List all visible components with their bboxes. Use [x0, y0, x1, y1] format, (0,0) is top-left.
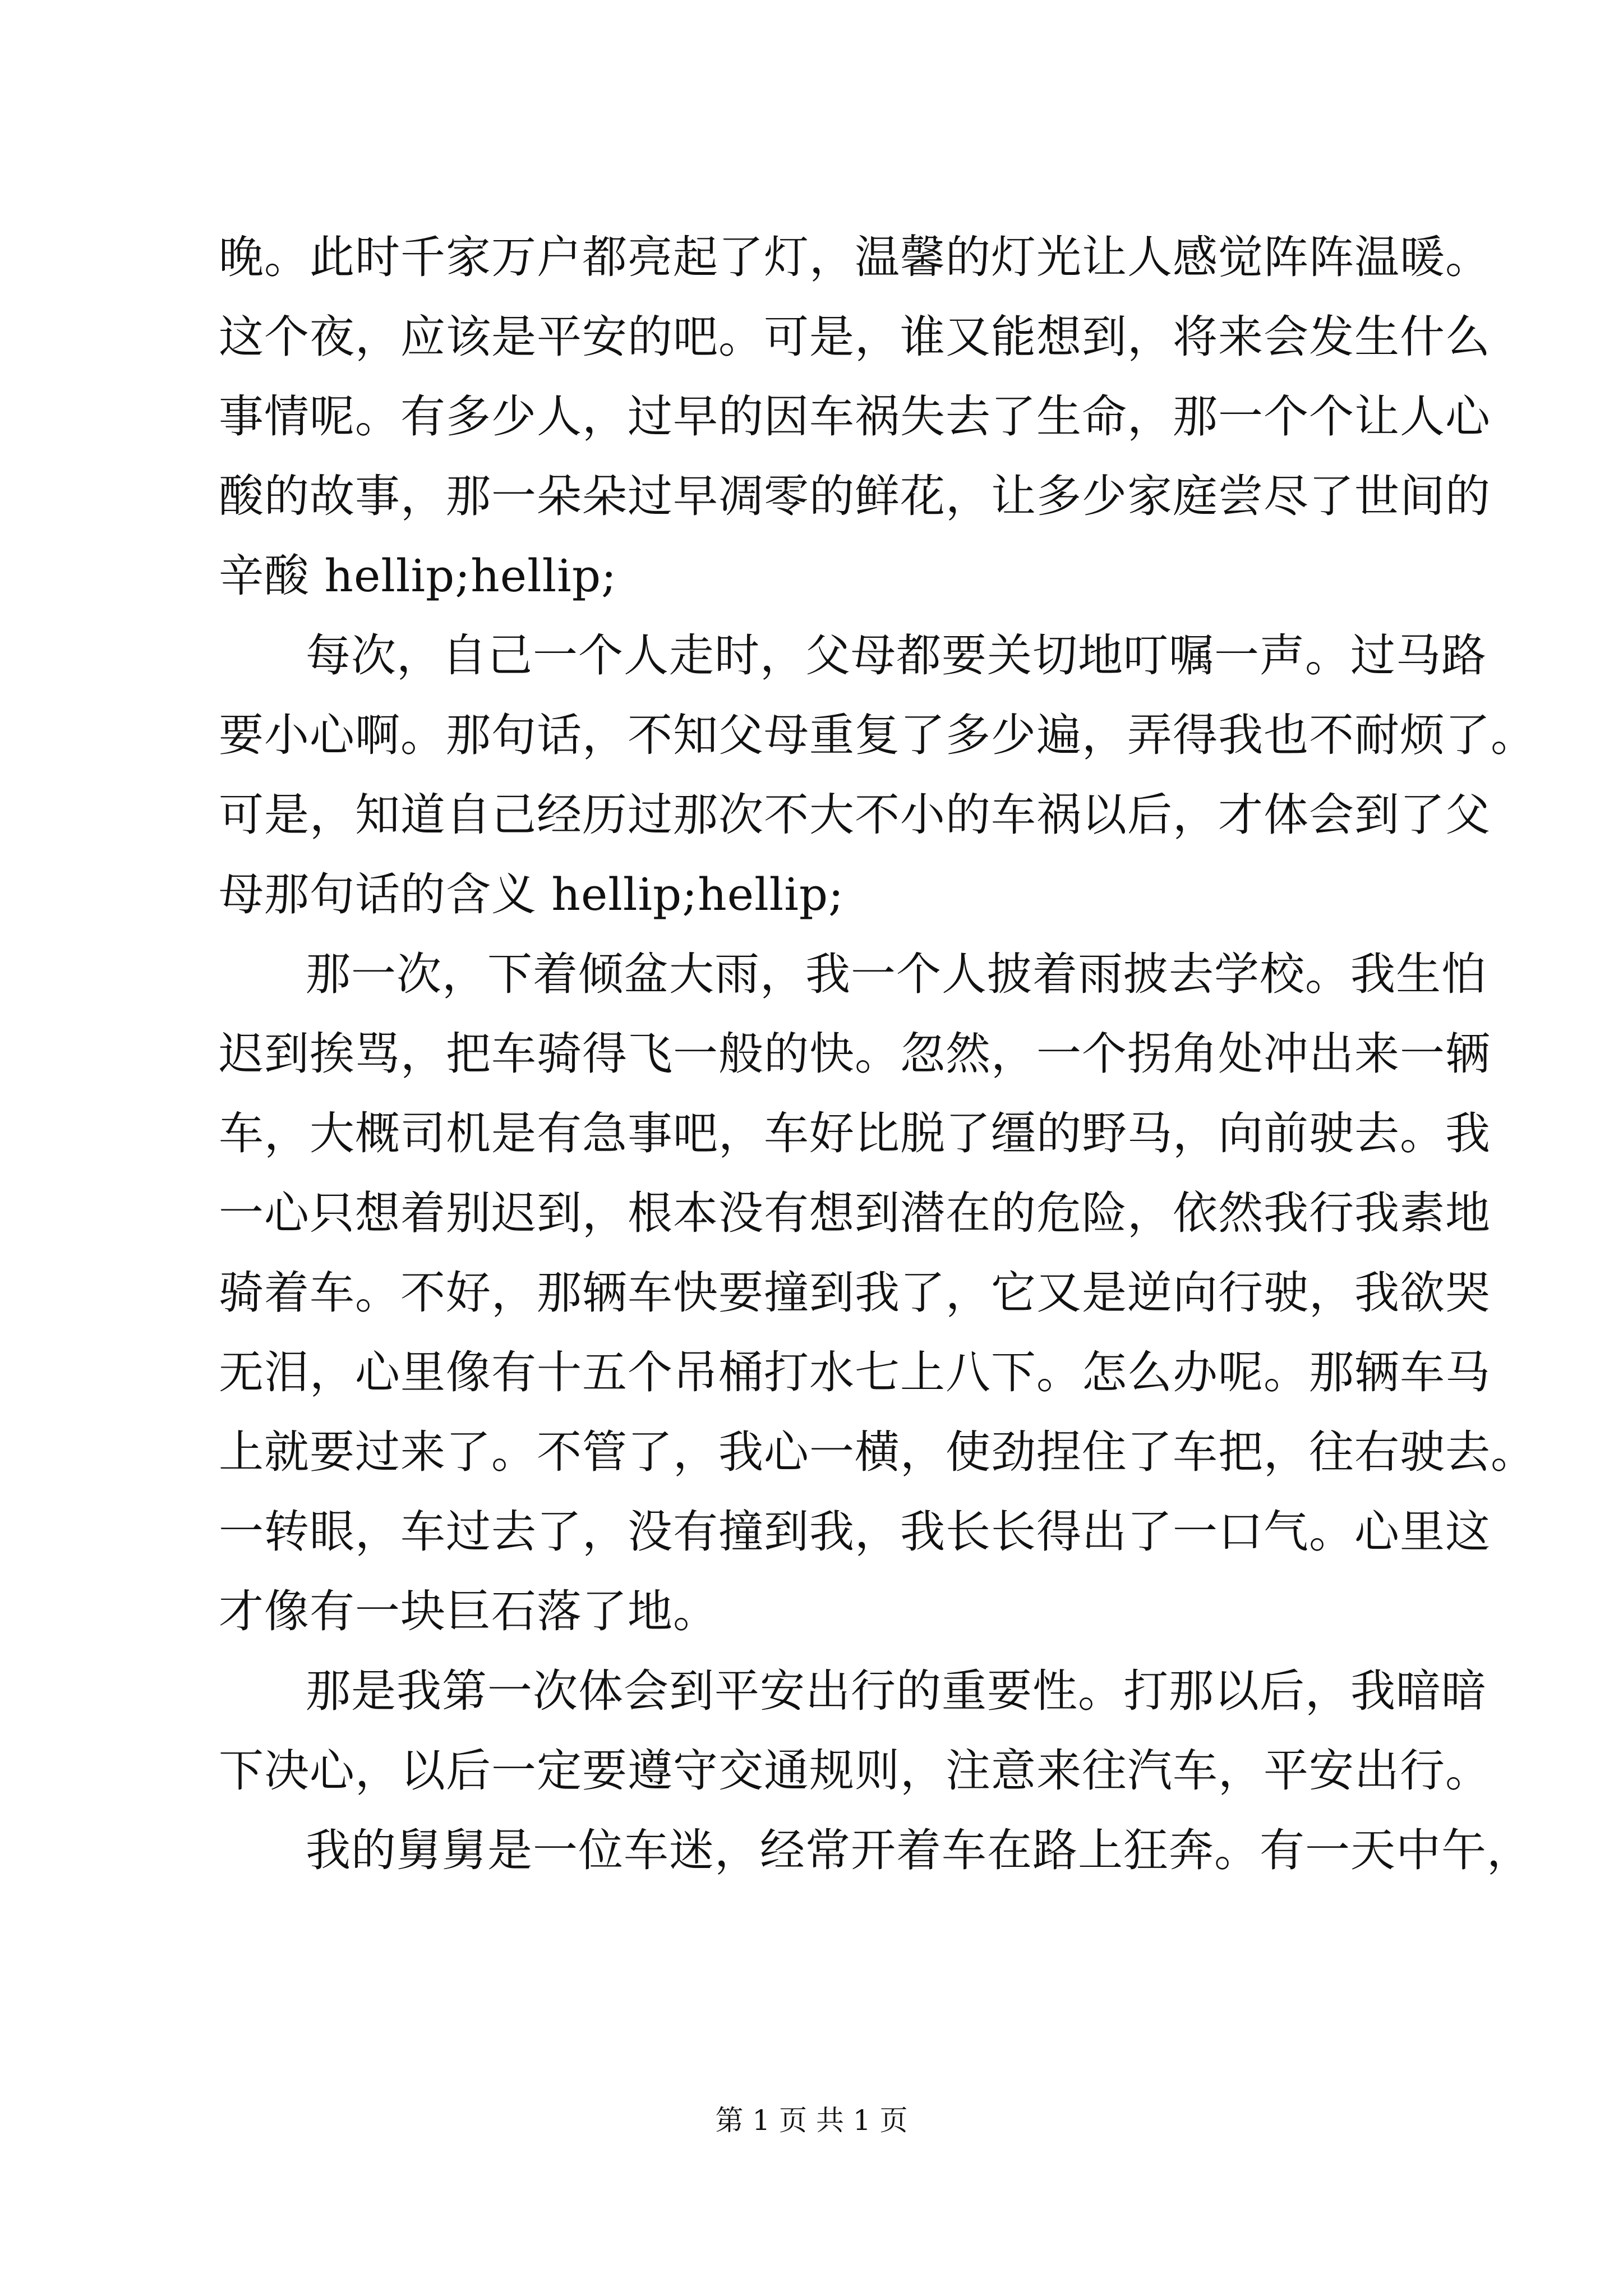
paragraph-5	[219, 1811, 1532, 1890]
text-line: 车，大概司机是有急事吧，车好比脱了缰的野马，向前驶去。我	[219, 1107, 1491, 1159]
text-line: 每次，自己一个人走时，父母都要关切地叮嘱一声。过马路	[306, 629, 1487, 682]
paragraph-3	[219, 935, 1536, 1651]
paragraph-4	[219, 1651, 1491, 1811]
text-line: 上就要过来了。不管了，我心一横，使劲捏住了车把，往右驶去。	[219, 1426, 1536, 1478]
text-line: 酸的故事，那一朵朵过早凋零的鲜花，让多少家庭尝尽了世间的	[219, 470, 1491, 522]
text-line: 骑着车。不好，那辆车快要撞到我了，它又是逆向行驶，我欲哭	[219, 1267, 1491, 1319]
document-body	[219, 218, 1536, 1890]
text-line: 那一次，下着倾盆大雨，我一个人披着雨披去学校。我生怕	[306, 948, 1487, 1000]
text-line: 那是我第一次体会到平安出行的重要性。打那以后，我暗暗	[306, 1665, 1487, 1717]
text-line: 母那句话的含义 hellip;hellip;	[219, 868, 845, 921]
text-line: 这个夜，应该是平安的吧。可是，谁又能想到，将来会发生什么	[219, 311, 1491, 363]
text-line: 迟到挨骂，把车骑得飞一般的快。忽然，一个拐角处冲出来一辆	[219, 1028, 1491, 1080]
text-line: 一心只想着别迟到，根本没有想到潜在的危险，依然我行我素地	[219, 1187, 1491, 1239]
paragraph-2	[219, 616, 1536, 935]
text-line: 才像有一块巨石落了地。	[219, 1585, 718, 1637]
text-line: 辛酸 hellip;hellip;	[219, 550, 617, 602]
page-footer: 第 1 页 共 1 页	[715, 2104, 908, 2137]
text-line: 要小心啊。那句话，不知父母重复了多少遍，弄得我也不耐烦了。	[219, 709, 1536, 761]
text-line: 可是，知道自己经历过那次不大不小的车祸以后，才体会到了父	[219, 789, 1491, 841]
text-line: 晚。此时千家万户都亮起了灯，温馨的灯光让人感觉阵阵温暖。	[219, 231, 1491, 283]
text-line: 事情呢。有多少人，过早的因车祸失去了生命，那一个个让人心	[219, 390, 1491, 443]
text-line: 一转眼，车过去了，没有撞到我，我长长得出了一口气。心里这	[219, 1506, 1491, 1558]
text-line: 下决心，以后一定要遵守交通规则，注意来往汽车，平安出行。	[219, 1745, 1491, 1797]
paragraph-1	[219, 218, 1491, 616]
text-line: 我的舅舅是一位车迷，经常开着车在路上狂奔。有一天中午，	[306, 1824, 1532, 1876]
text-line: 无泪，心里像有十五个吊桶打水七上八下。怎么办呢。那辆车马	[219, 1346, 1491, 1398]
